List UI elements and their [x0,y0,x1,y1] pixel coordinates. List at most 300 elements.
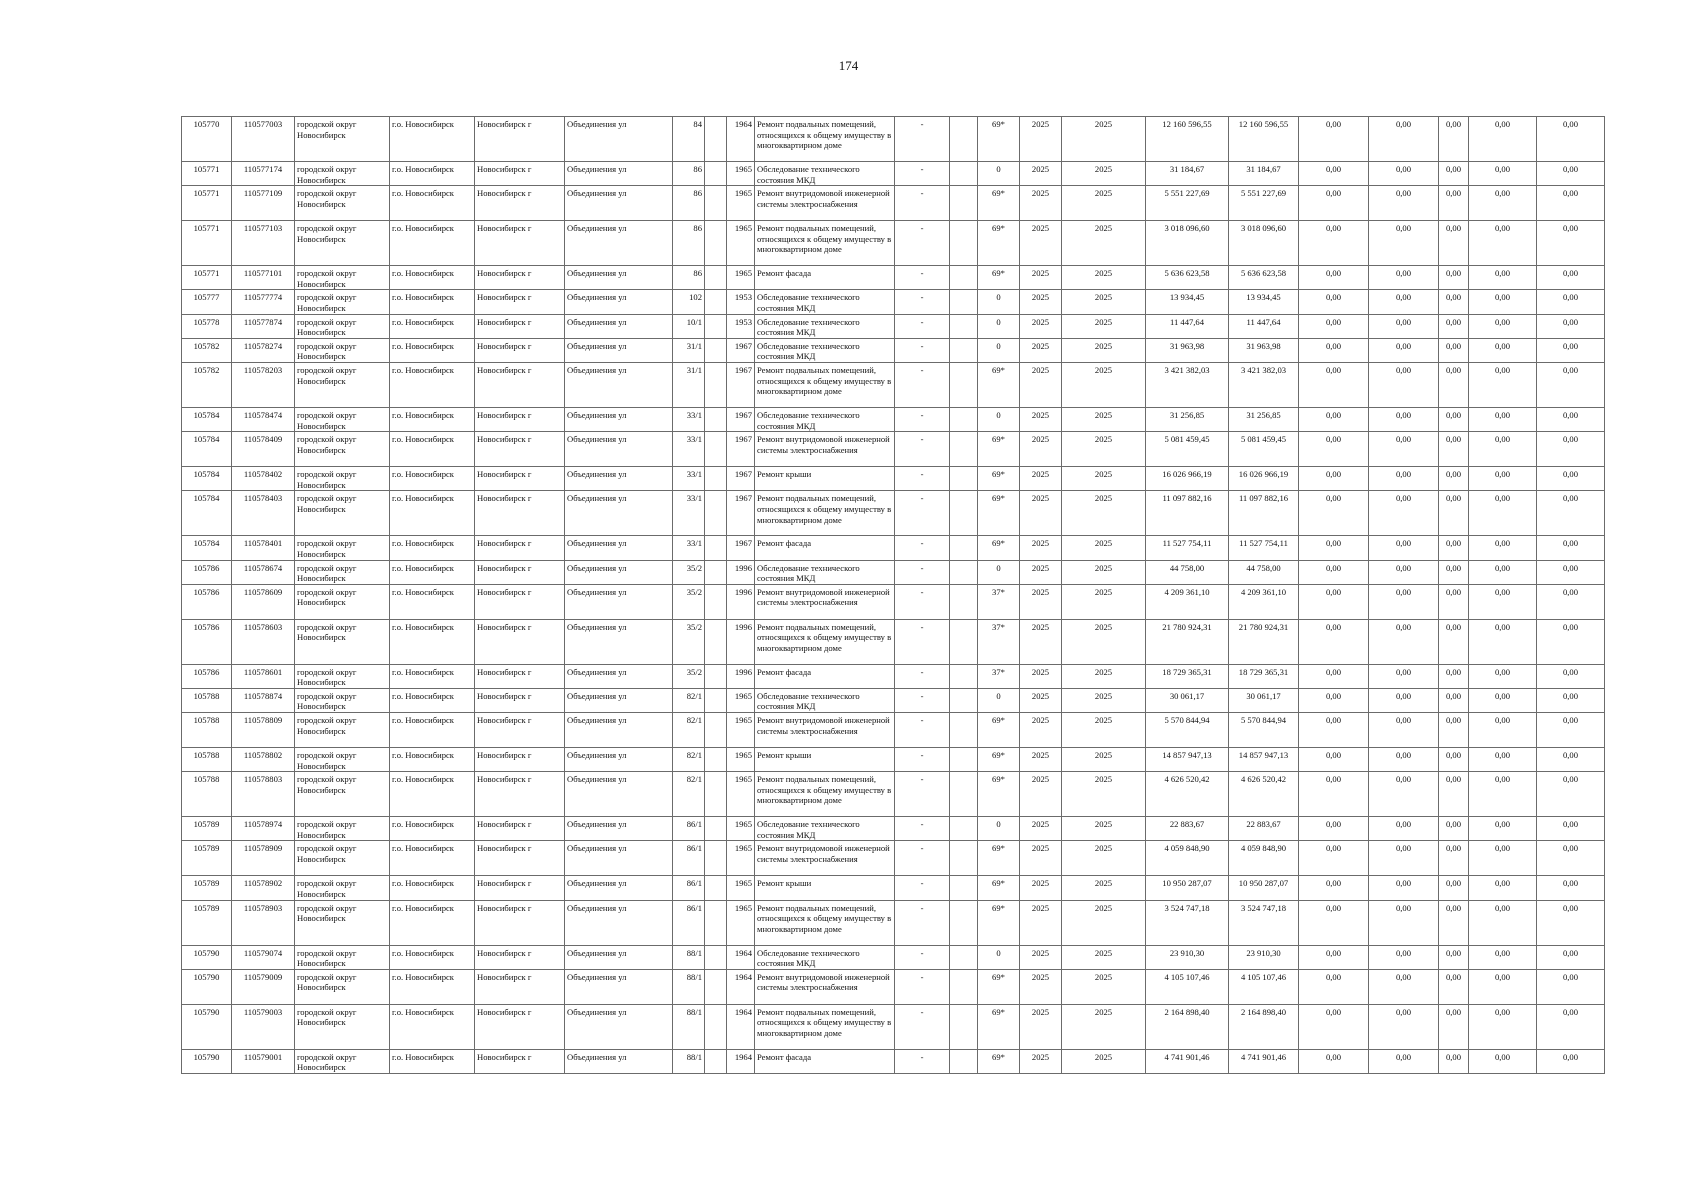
empty-cell-cell [950,688,978,712]
cost-amount-cell: 13 934,45 [1146,290,1229,314]
row-id-cell: 105771 [182,186,232,221]
empty-cell-cell [950,945,978,969]
dash-cell-cell: - [895,817,950,841]
funding-cell: 0,00 [1439,1004,1469,1049]
build-year-cell: 1967 [727,536,755,560]
settlement-cell: Новосибирск г [475,1049,565,1073]
funding-cell: 0,00 [1369,338,1439,362]
plan-year-end-cell: 2025 [1062,969,1146,1004]
row-id-cell: 105790 [182,969,232,1004]
build-year-cell: 1965 [727,841,755,876]
object-code-cell: 110578203 [232,362,295,407]
empty-cell-cell [705,407,727,431]
funding-cell: 0,00 [1369,536,1439,560]
funding-cell: 0,00 [1299,900,1369,945]
total-amount-cell: 31 963,98 [1229,338,1299,362]
table-row [182,1049,1605,1073]
funding-cell: 0,00 [1299,1004,1369,1049]
funding-cell: 0,00 [1469,186,1537,221]
work-type-cell: Ремонт внутридомовой инженерной системы электроснабжения [755,432,895,467]
table-row [182,619,1605,664]
work-type-cell: Ремонт подвальных помещений, относящихся к общему имуществу в многоквартирном доме [755,619,895,664]
funding-cell: 0,00 [1439,432,1469,467]
total-amount-cell: 23 910,30 [1229,945,1299,969]
urban-district-cell: г.о. Новосибирск [390,969,475,1004]
funding-cell: 0,00 [1469,841,1537,876]
funding-cell: 0,00 [1299,664,1369,688]
house-number-cell: 86/1 [673,900,705,945]
street-cell: Объединения ул [565,900,673,945]
work-type-cell: Обследование технического состояния МКД [755,162,895,186]
funding-cell: 0,00 [1469,407,1537,431]
work-type-cell: Обследование технического состояния МКД [755,338,895,362]
municipality-cell: городской округ Новосибирск [295,491,390,536]
empty-cell-cell [705,1049,727,1073]
wear-percent-cell: 69* [978,900,1020,945]
table-row [182,407,1605,431]
funding-cell: 0,00 [1369,491,1439,536]
dash-cell-cell: - [895,314,950,338]
object-code-cell: 110578401 [232,536,295,560]
settlement-cell: Новосибирск г [475,536,565,560]
plan-year-end-cell: 2025 [1062,266,1146,290]
funding-cell: 0,00 [1299,290,1369,314]
empty-cell-cell [950,817,978,841]
urban-district-cell: г.о. Новосибирск [390,221,475,266]
municipality-cell: городской округ Новосибирск [295,688,390,712]
empty-cell-cell [950,221,978,266]
funding-cell: 0,00 [1439,817,1469,841]
house-number-cell: 86 [673,221,705,266]
funding-cell: 0,00 [1299,221,1369,266]
funding-cell: 0,00 [1439,841,1469,876]
funding-cell: 0,00 [1537,945,1605,969]
capital-repair-table [181,116,1605,1074]
funding-cell: 0,00 [1369,186,1439,221]
empty-cell-cell [950,432,978,467]
empty-cell-cell [950,162,978,186]
plan-year-start-cell: 2025 [1020,1004,1062,1049]
object-code-cell: 110578802 [232,748,295,772]
empty-cell-cell [950,664,978,688]
funding-cell: 0,00 [1537,314,1605,338]
municipality-cell: городской округ Новосибирск [295,221,390,266]
table-row [182,560,1605,584]
table-row [182,266,1605,290]
wear-percent-cell: 69* [978,536,1020,560]
row-id-cell: 105771 [182,266,232,290]
empty-cell-cell [705,900,727,945]
table-row [182,117,1605,162]
dash-cell-cell: - [895,432,950,467]
empty-cell-cell [705,688,727,712]
cost-amount-cell: 23 910,30 [1146,945,1229,969]
funding-cell: 0,00 [1369,664,1439,688]
table-row [182,536,1605,560]
plan-year-end-cell: 2025 [1062,362,1146,407]
plan-year-end-cell: 2025 [1062,841,1146,876]
funding-cell: 0,00 [1439,945,1469,969]
total-amount-cell: 11 447,64 [1229,314,1299,338]
municipality-cell: городской округ Новосибирск [295,748,390,772]
dash-cell-cell: - [895,772,950,817]
total-amount-cell: 10 950 287,07 [1229,876,1299,900]
wear-percent-cell: 69* [978,969,1020,1004]
funding-cell: 0,00 [1537,900,1605,945]
work-type-cell: Ремонт внутридомовой инженерной системы электроснабжения [755,584,895,619]
house-number-cell: 86 [673,266,705,290]
table-row [182,664,1605,688]
empty-cell-cell [705,338,727,362]
plan-year-end-cell: 2025 [1062,432,1146,467]
funding-cell: 0,00 [1299,117,1369,162]
funding-cell: 0,00 [1439,338,1469,362]
street-cell: Объединения ул [565,536,673,560]
funding-cell: 0,00 [1369,841,1439,876]
work-type-cell: Ремонт крыши [755,748,895,772]
funding-cell: 0,00 [1369,290,1439,314]
page-number: 174 [838,58,859,73]
object-code-cell: 110578402 [232,467,295,491]
funding-cell: 0,00 [1537,584,1605,619]
work-type-cell: Ремонт фасада [755,1049,895,1073]
plan-year-start-cell: 2025 [1020,619,1062,664]
plan-year-end-cell: 2025 [1062,619,1146,664]
empty-cell-cell [950,841,978,876]
plan-year-end-cell: 2025 [1062,221,1146,266]
empty-cell-cell [950,117,978,162]
settlement-cell: Новосибирск г [475,748,565,772]
settlement-cell: Новосибирск г [475,1004,565,1049]
cost-amount-cell: 11 447,64 [1146,314,1229,338]
funding-cell: 0,00 [1469,969,1537,1004]
street-cell: Объединения ул [565,713,673,748]
cost-amount-cell: 22 883,67 [1146,817,1229,841]
empty-cell-cell [950,748,978,772]
municipality-cell: городской округ Новосибирск [295,969,390,1004]
cost-amount-cell: 2 164 898,40 [1146,1004,1229,1049]
dash-cell-cell: - [895,117,950,162]
funding-cell: 0,00 [1439,713,1469,748]
funding-cell: 0,00 [1469,772,1537,817]
total-amount-cell: 14 857 947,13 [1229,748,1299,772]
funding-cell: 0,00 [1469,362,1537,407]
plan-year-end-cell: 2025 [1062,560,1146,584]
urban-district-cell: г.о. Новосибирск [390,841,475,876]
build-year-cell: 1967 [727,432,755,467]
wear-percent-cell: 37* [978,619,1020,664]
total-amount-cell: 21 780 924,31 [1229,619,1299,664]
settlement-cell: Новосибирск г [475,221,565,266]
work-type-cell: Обследование технического состояния МКД [755,560,895,584]
settlement-cell: Новосибирск г [475,290,565,314]
plan-year-start-cell: 2025 [1020,362,1062,407]
funding-cell: 0,00 [1369,817,1439,841]
row-id-cell: 105789 [182,817,232,841]
funding-cell: 0,00 [1469,560,1537,584]
work-type-cell: Ремонт внутридомовой инженерной системы электроснабжения [755,713,895,748]
row-id-cell: 105786 [182,584,232,619]
total-amount-cell: 3 524 747,18 [1229,900,1299,945]
house-number-cell: 88/1 [673,969,705,1004]
dash-cell-cell: - [895,536,950,560]
street-cell: Объединения ул [565,945,673,969]
wear-percent-cell: 69* [978,467,1020,491]
funding-cell: 0,00 [1537,748,1605,772]
plan-year-end-cell: 2025 [1062,1004,1146,1049]
funding-cell: 0,00 [1299,467,1369,491]
funding-cell: 0,00 [1537,688,1605,712]
plan-year-start-cell: 2025 [1020,841,1062,876]
funding-cell: 0,00 [1469,688,1537,712]
cost-amount-cell: 4 209 361,10 [1146,584,1229,619]
cost-amount-cell: 4 059 848,90 [1146,841,1229,876]
empty-cell-cell [705,969,727,1004]
plan-year-start-cell: 2025 [1020,664,1062,688]
object-code-cell: 110578674 [232,560,295,584]
funding-cell: 0,00 [1537,969,1605,1004]
house-number-cell: 86/1 [673,841,705,876]
plan-year-end-cell: 2025 [1062,290,1146,314]
funding-cell: 0,00 [1537,491,1605,536]
funding-cell: 0,00 [1439,491,1469,536]
object-code-cell: 110578274 [232,338,295,362]
work-type-cell: Обследование технического состояния МКД [755,314,895,338]
plan-year-start-cell: 2025 [1020,338,1062,362]
dash-cell-cell: - [895,900,950,945]
object-code-cell: 110577101 [232,266,295,290]
wear-percent-cell: 0 [978,314,1020,338]
cost-amount-cell: 21 780 924,31 [1146,619,1229,664]
dash-cell-cell: - [895,1004,950,1049]
build-year-cell: 1967 [727,467,755,491]
row-id-cell: 105788 [182,748,232,772]
municipality-cell: городской округ Новосибирск [295,1004,390,1049]
table-row [182,314,1605,338]
municipality-cell: городской округ Новосибирск [295,186,390,221]
municipality-cell: городской округ Новосибирск [295,536,390,560]
cost-amount-cell: 31 184,67 [1146,162,1229,186]
wear-percent-cell: 69* [978,748,1020,772]
plan-year-start-cell: 2025 [1020,748,1062,772]
plan-year-start-cell: 2025 [1020,467,1062,491]
funding-cell: 0,00 [1537,467,1605,491]
settlement-cell: Новосибирск г [475,688,565,712]
house-number-cell: 86/1 [673,817,705,841]
row-id-cell: 105782 [182,338,232,362]
empty-cell-cell [705,584,727,619]
empty-cell-cell [950,266,978,290]
table-row [182,945,1605,969]
object-code-cell: 110579001 [232,1049,295,1073]
total-amount-cell: 4 059 848,90 [1229,841,1299,876]
empty-cell-cell [950,467,978,491]
funding-cell: 0,00 [1537,841,1605,876]
settlement-cell: Новосибирск г [475,560,565,584]
cost-amount-cell: 5 636 623,58 [1146,266,1229,290]
plan-year-end-cell: 2025 [1062,664,1146,688]
dash-cell-cell: - [895,362,950,407]
funding-cell: 0,00 [1537,1049,1605,1073]
total-amount-cell: 31 256,85 [1229,407,1299,431]
row-id-cell: 105784 [182,467,232,491]
urban-district-cell: г.о. Новосибирск [390,584,475,619]
cost-amount-cell: 10 950 287,07 [1146,876,1229,900]
object-code-cell: 110578874 [232,688,295,712]
empty-cell-cell [950,772,978,817]
plan-year-start-cell: 2025 [1020,945,1062,969]
plan-year-start-cell: 2025 [1020,584,1062,619]
object-code-cell: 110579009 [232,969,295,1004]
table-row [182,186,1605,221]
municipality-cell: городской округ Новосибирск [295,432,390,467]
funding-cell: 0,00 [1537,338,1605,362]
house-number-cell: 84 [673,117,705,162]
plan-year-end-cell: 2025 [1062,688,1146,712]
build-year-cell: 1965 [727,162,755,186]
wear-percent-cell: 69* [978,841,1020,876]
build-year-cell: 1996 [727,664,755,688]
row-id-cell: 105789 [182,841,232,876]
total-amount-cell: 11 527 754,11 [1229,536,1299,560]
plan-year-end-cell: 2025 [1062,338,1146,362]
settlement-cell: Новосибирск г [475,162,565,186]
plan-year-start-cell: 2025 [1020,290,1062,314]
cost-amount-cell: 12 160 596,55 [1146,117,1229,162]
table-row [182,362,1605,407]
house-number-cell: 86/1 [673,876,705,900]
dash-cell-cell: - [895,841,950,876]
plan-year-end-cell: 2025 [1062,314,1146,338]
funding-cell: 0,00 [1369,1049,1439,1073]
total-amount-cell: 11 097 882,16 [1229,491,1299,536]
wear-percent-cell: 37* [978,584,1020,619]
work-type-cell: Обследование технического состояния МКД [755,407,895,431]
object-code-cell: 110577103 [232,221,295,266]
urban-district-cell: г.о. Новосибирск [390,338,475,362]
funding-cell: 0,00 [1469,945,1537,969]
total-amount-cell: 3 018 096,60 [1229,221,1299,266]
work-type-cell: Ремонт подвальных помещений, относящихся к общему имуществу в многоквартирном доме [755,900,895,945]
settlement-cell: Новосибирск г [475,900,565,945]
urban-district-cell: г.о. Новосибирск [390,817,475,841]
empty-cell-cell [705,713,727,748]
plan-year-end-cell: 2025 [1062,876,1146,900]
wear-percent-cell: 69* [978,876,1020,900]
build-year-cell: 1965 [727,713,755,748]
funding-cell: 0,00 [1299,162,1369,186]
plan-year-start-cell: 2025 [1020,221,1062,266]
row-id-cell: 105777 [182,290,232,314]
plan-year-end-cell: 2025 [1062,536,1146,560]
work-type-cell: Ремонт подвальных помещений, относящихся к общему имуществу в многоквартирном доме [755,117,895,162]
plan-year-end-cell: 2025 [1062,713,1146,748]
plan-year-start-cell: 2025 [1020,491,1062,536]
build-year-cell: 1953 [727,290,755,314]
municipality-cell: городской округ Новосибирск [295,338,390,362]
build-year-cell: 1996 [727,619,755,664]
wear-percent-cell: 0 [978,407,1020,431]
total-amount-cell: 30 061,17 [1229,688,1299,712]
table-row [182,969,1605,1004]
funding-cell: 0,00 [1369,619,1439,664]
object-code-cell: 110577874 [232,314,295,338]
funding-cell: 0,00 [1369,876,1439,900]
funding-cell: 0,00 [1299,945,1369,969]
build-year-cell: 1965 [727,748,755,772]
funding-cell: 0,00 [1369,1004,1439,1049]
municipality-cell: городской округ Новосибирск [295,1049,390,1073]
house-number-cell: 35/2 [673,619,705,664]
house-number-cell: 31/1 [673,362,705,407]
dash-cell-cell: - [895,186,950,221]
wear-percent-cell: 69* [978,1004,1020,1049]
work-type-cell: Ремонт крыши [755,467,895,491]
empty-cell-cell [950,713,978,748]
plan-year-start-cell: 2025 [1020,314,1062,338]
object-code-cell: 110577774 [232,290,295,314]
funding-cell: 0,00 [1369,266,1439,290]
settlement-cell: Новосибирск г [475,817,565,841]
build-year-cell: 1996 [727,584,755,619]
build-year-cell: 1967 [727,338,755,362]
municipality-cell: городской округ Новосибирск [295,117,390,162]
row-id-cell: 105788 [182,772,232,817]
plan-year-start-cell: 2025 [1020,407,1062,431]
funding-cell: 0,00 [1369,713,1439,748]
house-number-cell: 33/1 [673,536,705,560]
plan-year-end-cell: 2025 [1062,817,1146,841]
house-number-cell: 86 [673,186,705,221]
funding-cell: 0,00 [1439,619,1469,664]
build-year-cell: 1996 [727,560,755,584]
municipality-cell: городской округ Новосибирск [295,314,390,338]
empty-cell-cell [705,772,727,817]
funding-cell: 0,00 [1439,314,1469,338]
empty-cell-cell [705,560,727,584]
funding-cell: 0,00 [1439,290,1469,314]
funding-cell: 0,00 [1537,432,1605,467]
plan-year-start-cell: 2025 [1020,162,1062,186]
settlement-cell: Новосибирск г [475,841,565,876]
cost-amount-cell: 5 081 459,45 [1146,432,1229,467]
plan-year-end-cell: 2025 [1062,584,1146,619]
municipality-cell: городской округ Новосибирск [295,584,390,619]
street-cell: Объединения ул [565,688,673,712]
funding-cell: 0,00 [1369,162,1439,186]
funding-cell: 0,00 [1299,186,1369,221]
work-type-cell: Ремонт подвальных помещений, относящихся к общему имуществу в многоквартирном доме [755,772,895,817]
object-code-cell: 110577109 [232,186,295,221]
municipality-cell: городской округ Новосибирск [295,713,390,748]
empty-cell-cell [705,817,727,841]
funding-cell: 0,00 [1439,876,1469,900]
urban-district-cell: г.о. Новосибирск [390,491,475,536]
row-id-cell: 105789 [182,876,232,900]
urban-district-cell: г.о. Новосибирск [390,117,475,162]
empty-cell-cell [950,969,978,1004]
funding-cell: 0,00 [1369,117,1439,162]
table-row [182,290,1605,314]
funding-cell: 0,00 [1299,338,1369,362]
total-amount-cell: 5 551 227,69 [1229,186,1299,221]
row-id-cell: 105790 [182,1004,232,1049]
funding-cell: 0,00 [1299,432,1369,467]
funding-cell: 0,00 [1537,876,1605,900]
empty-cell-cell [705,432,727,467]
plan-year-start-cell: 2025 [1020,186,1062,221]
funding-cell: 0,00 [1299,713,1369,748]
